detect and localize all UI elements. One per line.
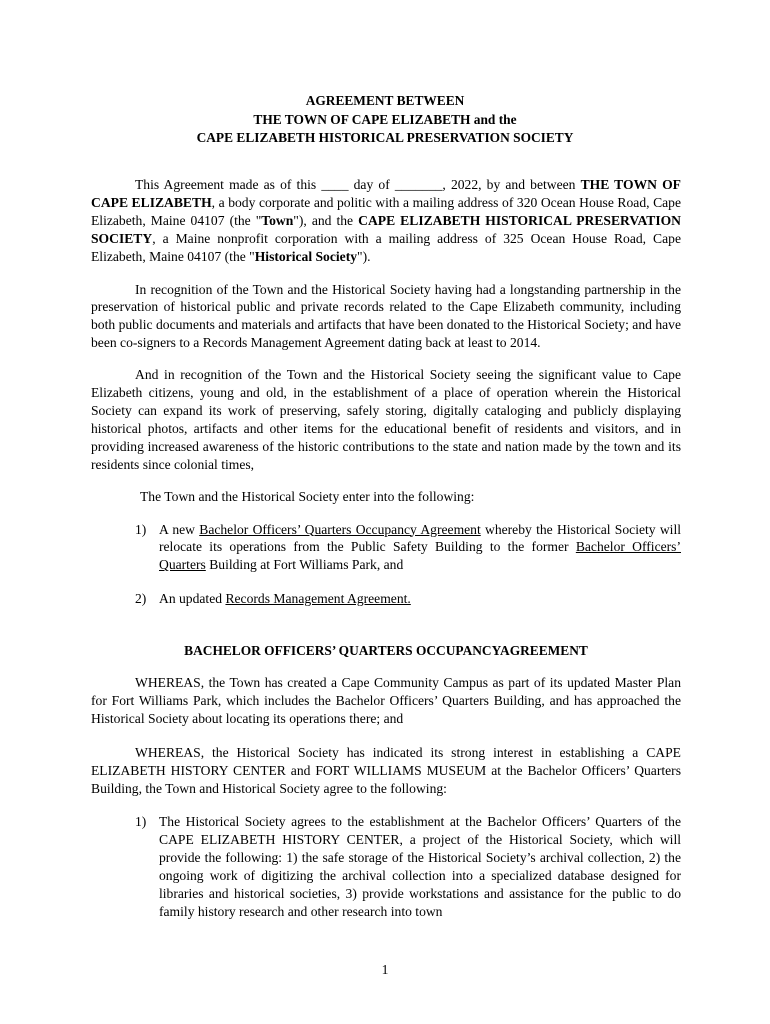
agreements-list xyxy=(91,521,681,609)
enter-statement: The Town and the Historical Society enter into the following: xyxy=(140,488,475,504)
list-item-number: 2) xyxy=(135,591,147,607)
party-society-name: CAPE ELIZABETH HISTORICAL PRESERVATION SOCIETY xyxy=(91,212,682,246)
intro-text-4: , a Maine nonprofit corporation with a mailing address of 325 Ocean House Road, Cape Elizabeth, Maine 04107 (the " xyxy=(91,230,681,264)
intro-text-2: , a body corporate and politic with a mailing address of 320 Ocean House Road, Cape Elizabeth, Maine 04107 (the " xyxy=(91,194,681,228)
terms-list xyxy=(91,813,681,920)
list-item-text: whereby the Historical Society will relocate its operations from the Public Safety Building to the former xyxy=(159,521,681,555)
page-number: 1 xyxy=(381,962,389,977)
records-agreement-ref: Records Management Agreement. xyxy=(225,591,411,607)
list-item-number: 1) xyxy=(135,814,147,830)
list-item-text: Building at Fort Williams Park, and xyxy=(205,557,404,573)
intro-text-1: This Agreement made as of this ____ day of _______, 2022, by and between xyxy=(135,177,581,192)
document-body xyxy=(91,176,681,921)
document-title xyxy=(0,92,770,148)
section-heading: BACHELOR OFFICERS’ QUARTERS OCCUPANCYAGREEMENT xyxy=(184,643,588,659)
party-town-name: THE TOWN OF CAPE ELIZABETH xyxy=(91,177,681,210)
list-item-number: 1) xyxy=(135,521,147,537)
list-item-text: An updated xyxy=(159,591,226,607)
title-line-1: AGREEMENT BETWEEN xyxy=(305,93,465,108)
title-line-3: CAPE ELIZABETH HISTORICAL PRESERVATION SOCIETY xyxy=(196,130,574,145)
whereas-paragraph-1: WHEREAS, the Town has created a Cape Community Campus as part of its updated Master Plan for Fort Williams Park, which includes the Bachelor Officers’ Quarters Building, and has approached the Historical Society about locating its operations there; and xyxy=(91,675,681,726)
list-item-text: A new xyxy=(159,521,200,537)
intro-text-3: "), and the xyxy=(293,212,359,228)
intro-text-5: "). xyxy=(357,248,371,264)
recital-paragraph-1: In recognition of the Town and the Historical Society having had a longstanding partnership in the preservation of historical public and private records related to the Cape Elizabeth community, including both public documents and materials and artifacts that have been donated to the Historical Society; and have been co-signers to a Records Management Agreement dating back at least to 2014. xyxy=(91,281,681,351)
list-item xyxy=(91,813,681,920)
society-defined-term: Historical Society xyxy=(254,248,358,264)
boq-ref: Bachelor Officers’ Quarters xyxy=(159,539,681,573)
whereas-paragraph-2: WHEREAS, the Historical Society has indicated its strong interest in establishing a CAPE ELIZABETH HISTORY CENTER and FORT WILLIAMS MUSEUM at the Bachelor Officers’ Quarters Building, the Town and Historical Society agree to the following: xyxy=(91,744,681,796)
occupancy-agreement-ref: Bachelor Officers’ Quarters Occupancy Agreement xyxy=(199,521,481,537)
list-item xyxy=(91,521,681,575)
intro-paragraph xyxy=(91,176,681,266)
title-line-2: THE TOWN OF CAPE ELIZABETH and the xyxy=(253,111,517,127)
town-defined-term: Town xyxy=(261,212,294,228)
list-item-text: The Historical Society agrees to the establishment at the Bachelor Officers’ Quarters of the CAPE ELIZABETH HISTORY CENTER, a project of the Historical Society, which will provide the following: 1) the safe storage of the Historical Society’s archival collection, 2) the ongoing work of digitizing the archival collection into a specialized database designed for libraries and historical societies, 3) provide workstations and assistance for the public to do family history research and other research into town xyxy=(159,814,681,919)
list-item xyxy=(91,590,681,608)
recital-paragraph-2: And in recognition of the Town and the Historical Society seeing the significant value to Cape Elizabeth citizens, young and old, in the establishment of a place of operation wherein the Historical Society can expand its work of preserving, safely storing, digitally cataloging and publicly displaying historical photos, artifacts and other items for the educational benefit of residents and visitors, and in providing increased awareness of the historic contributions to the state and nation made by the town and its residents since colonial times, xyxy=(91,367,681,472)
